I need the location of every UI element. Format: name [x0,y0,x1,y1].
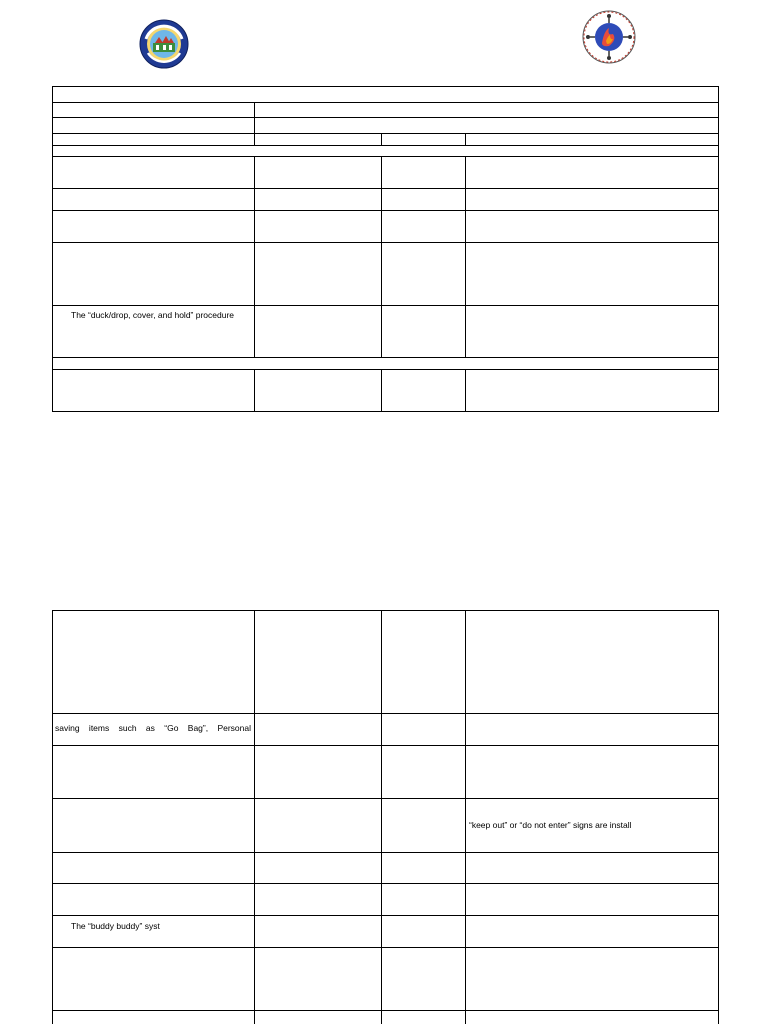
buddy-system-text: The “buddy buddy” syst [71,921,160,931]
table2-row-line [52,852,719,853]
table2-border-top [52,610,719,611]
table1-col-line [381,156,382,357]
table1-col-line [465,369,466,411]
duck-drop-cover-hold-text: The “duck/drop, cover, and hold” procedure [71,310,235,320]
table1-row-line [52,357,719,358]
table2-col-line [465,610,466,1024]
official-seal-left-logo [138,19,190,69]
keep-out-signs-text: “keep out” or “do not enter” signs are install [469,820,632,830]
table2-row-line [52,915,719,916]
table1-col-line [254,156,255,357]
table2-row-line [52,745,719,746]
agency-seal-right-logo [580,10,638,64]
table2-border-left [52,610,53,1024]
table1-row-line [52,242,719,243]
table1-row-line [52,305,719,306]
table1-row-line [52,210,719,211]
table1-row-line [52,117,719,118]
table1-border-left [52,86,53,412]
table1-border-top [52,86,719,87]
table1-col-line [381,133,382,145]
table1-col-line [381,369,382,411]
table2-row-line [52,798,719,799]
table1-col-line [465,156,466,357]
table2-row-line [52,883,719,884]
go-bag-text: saving items such as “Go Bag”, Personal [55,723,251,733]
table2-col-line [254,610,255,1024]
table1-row-line [52,188,719,189]
table2-row-line [52,713,719,714]
table1-border-bottom [52,411,719,412]
table1-row-line [52,133,719,134]
table2-row-line [52,1010,719,1011]
table1-border-right [718,86,719,412]
table2-row-line [52,947,719,948]
table1-row-line [52,369,719,370]
table1-col-line [465,133,466,145]
table1-row-line [52,156,719,157]
table1-row-line [52,145,719,146]
table2-border-right [718,610,719,1024]
table1-row-line [52,102,719,103]
table2-col-line [381,610,382,1024]
table1-col-line [254,102,255,145]
table1-col-line [254,369,255,411]
